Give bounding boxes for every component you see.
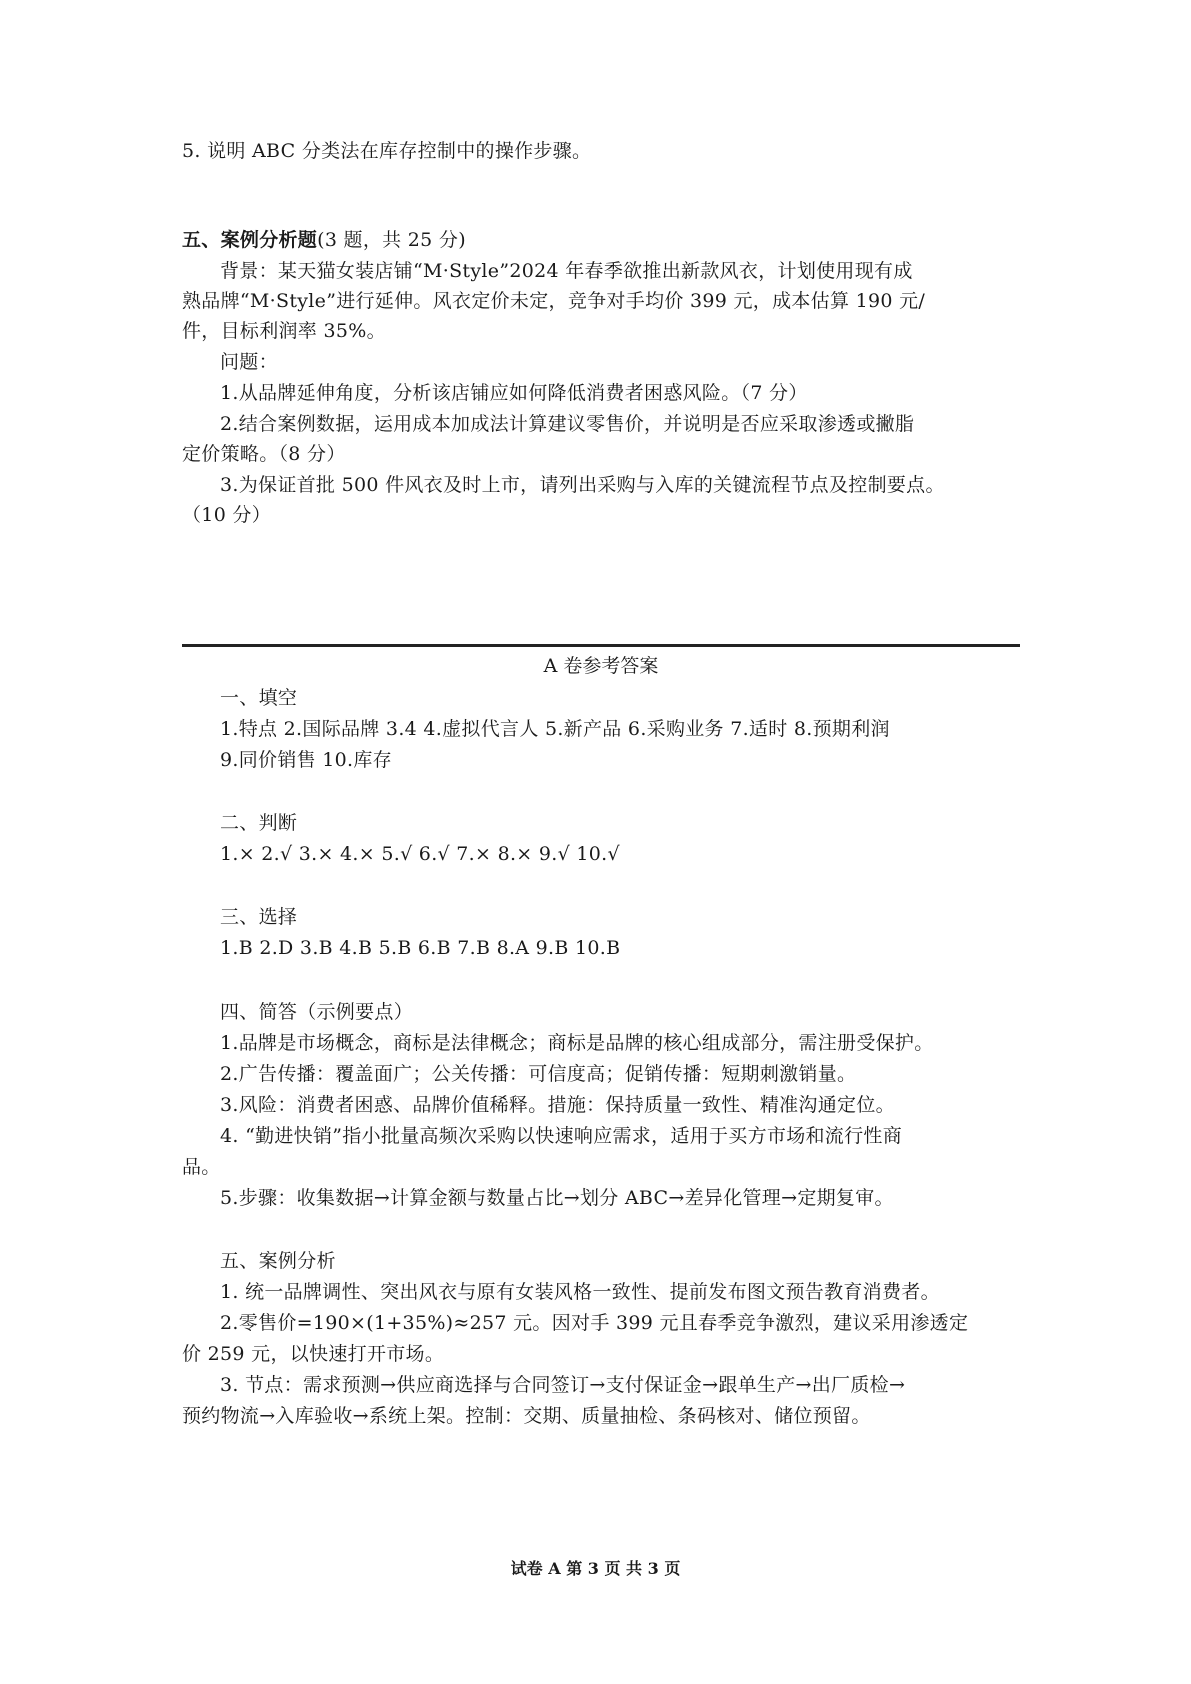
case-background-line-3: 件，目标利润率 35%。 xyxy=(182,320,386,342)
answers-choice-line-1: 1.B 2.D 3.B 4.B 5.B 6.B 7.B 8.A 9.B 10.B xyxy=(220,937,621,959)
section-divider xyxy=(182,644,1020,647)
section-5-heading-bold: 五、案例分析题 xyxy=(182,229,318,251)
answers-choice-title: 三、选择 xyxy=(220,906,298,928)
section-5-heading xyxy=(182,225,466,255)
case-question-1: 1.从品牌延伸角度，分析该店铺应如何降低消费者困惑风险。（7 分） xyxy=(220,382,808,404)
case-questions-label: 问题： xyxy=(220,351,278,373)
answers-case-line-2b: 价 259 元，以快速打开市场。 xyxy=(182,1343,445,1365)
case-question-2-line-2: 定价策略。（8 分） xyxy=(182,443,346,465)
answers-short-line-4a: 4. “勤进快销”指小批量高频次采购以快速响应需求，适用于买方市场和流行性商 xyxy=(220,1125,902,1147)
answers-short-line-3: 3.风险：消费者困惑、品牌价值稀释。措施：保持质量一致性、精准沟通定位。 xyxy=(220,1094,895,1116)
answers-title: A 卷参考答案 xyxy=(543,655,659,677)
answers-short-line-1: 1.品牌是市场概念，商标是法律概念；商标是品牌的核心组成部分，需注册受保护。 xyxy=(220,1032,934,1054)
answers-judge-title: 二、判断 xyxy=(220,812,298,834)
answers-short-line-5: 5.步骤：收集数据→计算金额与数量占比→划分 ABC→差异化管理→定期复审。 xyxy=(220,1187,894,1209)
section-5-heading-score: (3 题，共 25 分) xyxy=(317,229,466,251)
case-background-line-2: 熟品牌“M·Style”进行延伸。风衣定价未定，竞争对手均价 399 元，成本估算 190 元/ xyxy=(182,290,926,312)
question-5: 5. 说明 ABC 分类法在库存控制中的操作步骤。 xyxy=(182,140,592,162)
case-question-3-line-2: （10 分） xyxy=(182,504,272,526)
answers-case-title: 五、案例分析 xyxy=(220,1250,336,1272)
answers-fill-line-2: 9.同价销售 10.库存 xyxy=(220,749,392,771)
answers-short-line-2: 2.广告传播：覆盖面广；公关传播：可信度高；促销传播：短期刺激销量。 xyxy=(220,1063,857,1085)
answers-case-line-2a: 2.零售价=190×(1+35%)≈257 元。因对手 399 元且春季竞争激烈，建议采用渗透定 xyxy=(220,1312,969,1334)
answers-case-line-1: 1. 统一品牌调性、突出风衣与原有女装风格一致性、提前发布图文预告教育消费者。 xyxy=(220,1281,940,1303)
answers-fill-title: 一、填空 xyxy=(220,687,298,709)
answers-short-line-4b: 品。 xyxy=(182,1156,221,1178)
answers-case-line-3a: 3. 节点：需求预测→供应商选择与合同签订→支付保证金→跟单生产→出厂质检→ xyxy=(220,1374,906,1396)
answers-judge-line-1: 1.× 2.√ 3.× 4.× 5.√ 6.√ 7.× 8.× 9.√ 10.√ xyxy=(220,843,620,865)
answers-case-line-3b: 预约物流→入库验收→系统上架。控制：交期、质量抽检、条码核对、储位预留。 xyxy=(182,1405,871,1427)
answers-short-title: 四、简答（示例要点） xyxy=(220,1001,414,1023)
answers-fill-line-1: 1.特点 2.国际品牌 3.4 4.虚拟代言人 5.新产品 6.采购业务 7.适时 8.预期利润 xyxy=(220,718,890,740)
case-question-3-line-1: 3.为保证首批 500 件风衣及时上市，请列出采购与入库的关键流程节点及控制要点。 xyxy=(220,474,945,496)
page-footer: 试卷 A 第 3 页 共 3 页 xyxy=(510,1559,681,1578)
case-question-2-line-1: 2.结合案例数据，运用成本加成法计算建议零售价，并说明是否应采取渗透或撇脂 xyxy=(220,413,915,435)
case-background-line-1: 背景：某天猫女装店铺“M·Style”2024 年春季欲推出新款风衣，计划使用现有成 xyxy=(220,260,913,282)
